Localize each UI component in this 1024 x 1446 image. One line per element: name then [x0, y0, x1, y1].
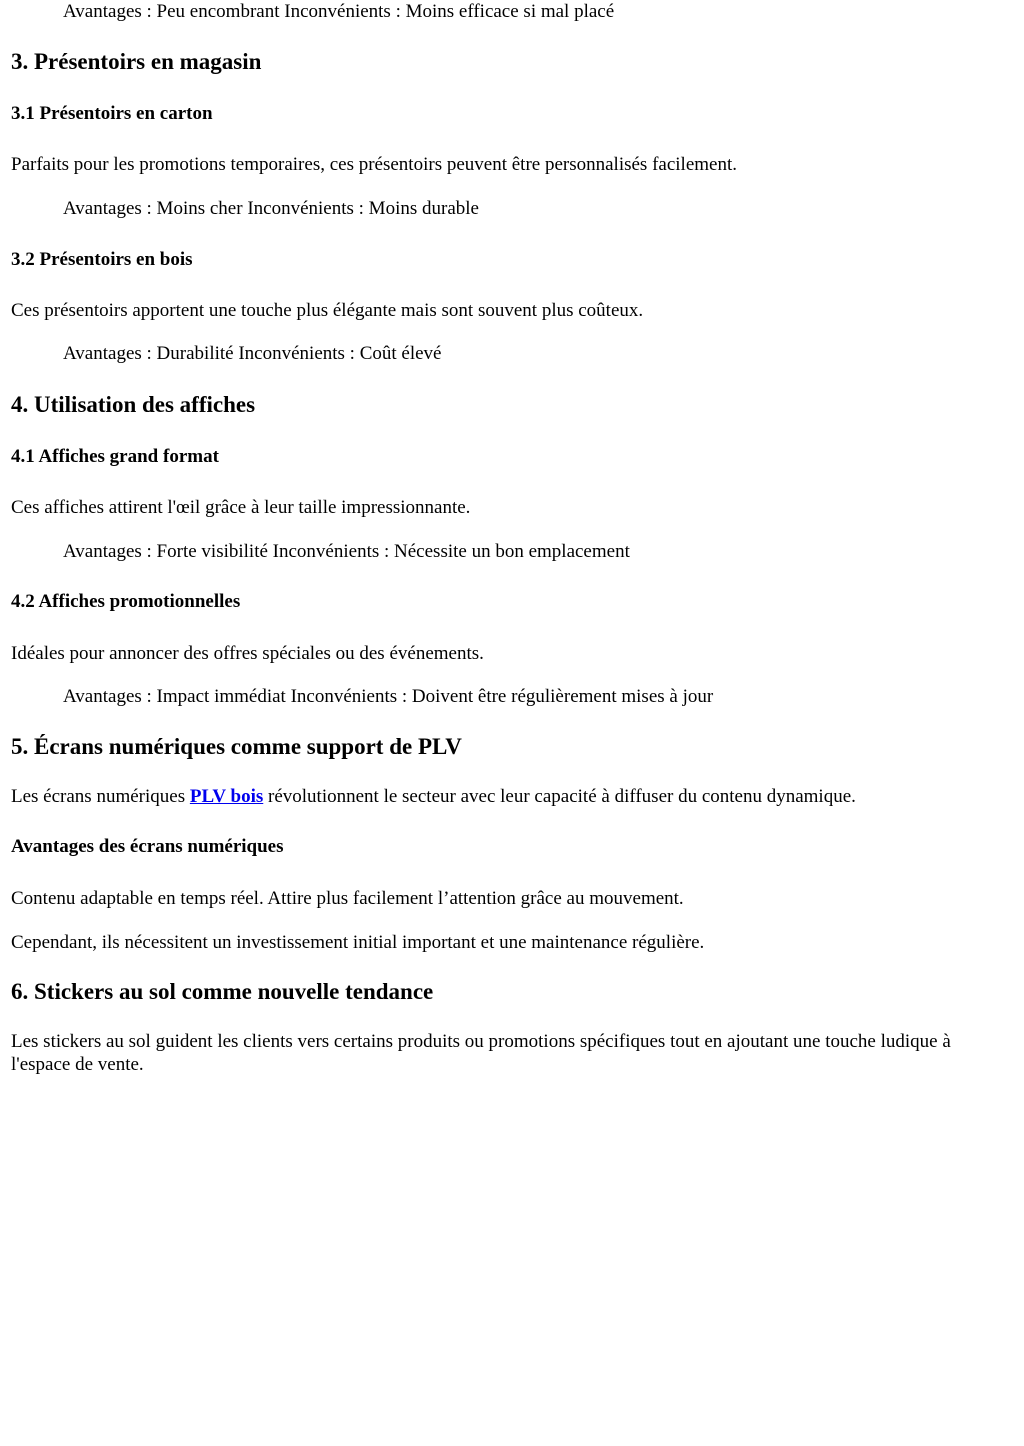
plv-bois-link[interactable]: PLV bois: [189, 786, 264, 807]
section-3-title: 3. Présentoirs en magasin: [11, 49, 262, 74]
section-4-2-title: 4.2 Affiches promotionnelles: [11, 591, 241, 612]
section-5-text-after: révolutionnent le secteur avec leur capacité à diffuser du contenu dynamique.: [263, 786, 856, 807]
section-6-title: 6. Stickers au sol comme nouvelle tendance: [11, 979, 434, 1004]
section-4-1-text: Ces affiches attirent l'œil grâce à leur taille impressionnante.: [11, 497, 471, 518]
section-3-2-pros-cons: Avantages : Durabilité Inconvénients : Coût élevé: [63, 343, 442, 364]
section-4-2-pros-cons: Avantages : Impact immédiat Inconvénients : Doivent être régulièrement mises à jour: [63, 686, 714, 707]
section-3-1-pros-cons: Avantages : Moins cher Inconvénients : Moins durable: [63, 198, 479, 219]
section-6-text: Les stickers au sol guident les clients vers certains produits ou promotions spécifiques tout en ajoutant une touche ludique à l'espace de vente.: [11, 1031, 951, 1075]
section-5-paragraph-2: Cependant, ils nécessitent un investissement initial important et une maintenance régulière.: [11, 932, 705, 953]
section-4-title: 4. Utilisation des affiches: [11, 392, 256, 417]
section-3-1-title: 3.1 Présentoirs en carton: [11, 103, 213, 124]
section-3-1-text: Parfaits pour les promotions temporaires, ces présentoirs peuvent être personnalisés facilement.: [11, 154, 737, 175]
section-4-2-text: Idéales pour annoncer des offres spéciales ou des événements.: [11, 643, 484, 664]
section-3-2-title: 3.2 Présentoirs en bois: [11, 249, 193, 270]
section-5-paragraph-1: Contenu adaptable en temps réel. Attire plus facilement l’attention grâce au mouvement.: [11, 888, 684, 909]
section-5-text-before: Les écrans numériques: [11, 786, 190, 807]
section-5-text: [11, 785, 856, 808]
section-4-1-title: 4.1 Affiches grand format: [11, 446, 219, 467]
intro-pros-cons: Avantages : Peu encombrant Inconvénients : Moins efficace si mal placé: [63, 1, 615, 22]
section-5-title: 5. Écrans numériques comme support de PLV: [11, 734, 462, 759]
section-3-2-text: Ces présentoirs apportent une touche plus élégante mais sont souvent plus coûteux.: [11, 300, 644, 321]
section-4-1-pros-cons: Avantages : Forte visibilité Inconvénients : Nécessite un bon emplacement: [63, 541, 630, 562]
section-5-subtitle: Avantages des écrans numériques: [11, 836, 284, 857]
